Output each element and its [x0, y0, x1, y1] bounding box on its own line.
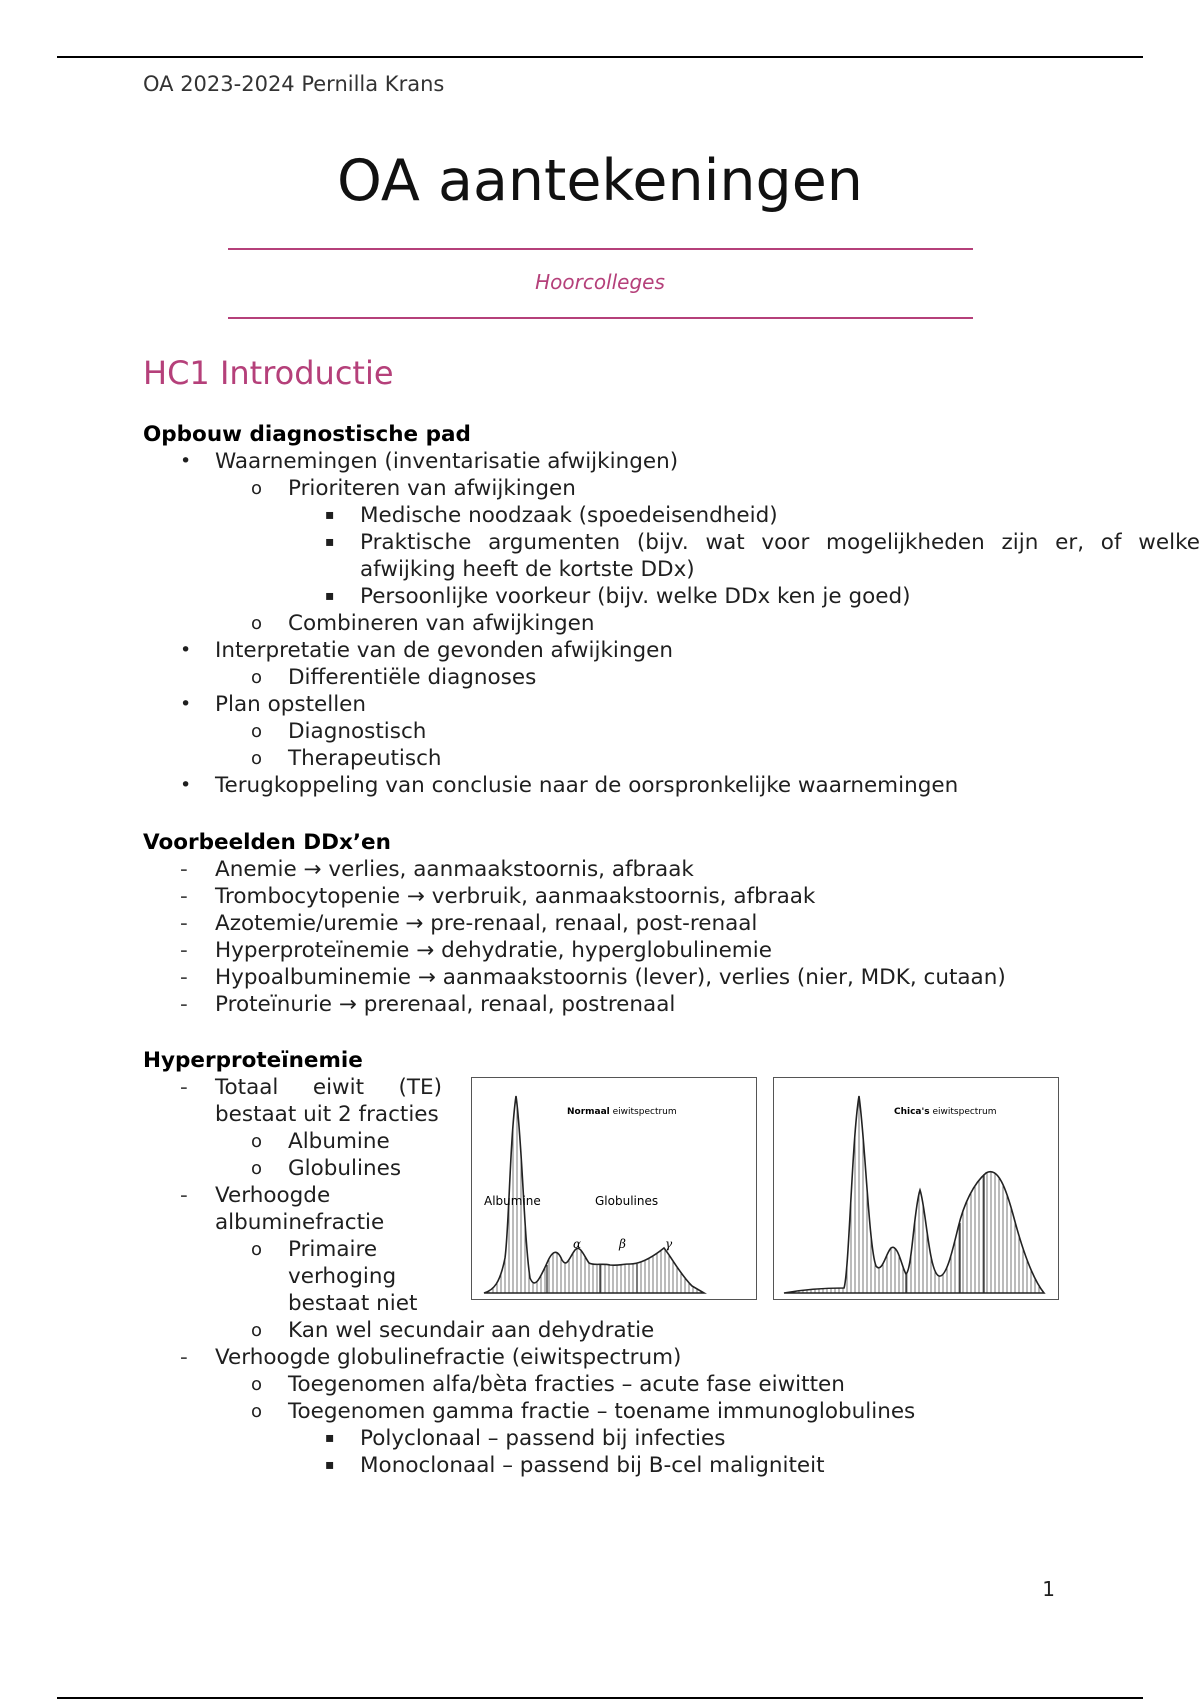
list-item-text: Diagnostisch: [288, 719, 427, 744]
list-marker: ▪: [325, 507, 335, 523]
list-marker: o: [251, 667, 263, 688]
list-item: [143, 718, 1200, 745]
list-item: [143, 772, 1200, 799]
page-number: 1: [1042, 1577, 1055, 1601]
list-item: [143, 502, 1200, 529]
list-item-text: Toegenomen alfa/bèta fracties – acute fase eiwitten: [288, 1372, 845, 1397]
list-marker: -: [180, 1075, 188, 1100]
section-heading: HC1 Introductie: [143, 354, 394, 392]
top-rule: [57, 56, 1143, 58]
list-item-text: Polyclonaal – passend bij infecties: [360, 1426, 726, 1451]
list-item-text: Persoonlijke voorkeur (bijv. welke DDx ken je goed): [360, 584, 911, 609]
list-marker: -: [180, 911, 188, 936]
ddx-heading: Voorbeelden DDx’en: [143, 830, 391, 855]
globulines-label: Globulines: [595, 1194, 659, 1208]
list-item: [143, 1398, 915, 1425]
list-marker: -: [180, 884, 188, 909]
list-marker: o: [251, 1401, 263, 1422]
list-marker: o: [251, 748, 263, 769]
list-marker: •: [180, 693, 192, 715]
list-item-text: Medische noodzaak (spoedeisendheid): [360, 503, 778, 528]
list-item: [143, 1425, 915, 1452]
list-item: [143, 856, 1006, 883]
list-item-text: Combineren van afwijkingen: [288, 611, 595, 636]
document-subtitle: Hoorcolleges: [535, 270, 665, 294]
list-item-text: Verhoogde albuminefractie: [215, 1183, 385, 1235]
list-item: [143, 937, 1006, 964]
list-marker: -: [180, 965, 188, 990]
list-item: [143, 1155, 515, 1182]
list-item: [143, 1236, 515, 1317]
list-item: [143, 910, 1006, 937]
list-item-text: Monoclonaal – passend bij B-cel maligniteit: [360, 1453, 825, 1478]
list-marker: ▪: [325, 534, 335, 550]
list-item-text: Praktische argumenten (bijv. wat voor mogelijkheden zijn er, of welke afwijking heeft de kortste DDx): [360, 530, 1200, 582]
list-item: [143, 745, 1200, 772]
bottom-rule: [57, 1697, 1143, 1699]
list-item-text: Interpretatie van de gevonden afwijkingen: [215, 638, 674, 663]
list-marker: •: [180, 450, 192, 472]
list-item: [143, 883, 1006, 910]
alpha-label: α: [573, 1237, 582, 1251]
list-item-text: Prioriteren van afwijkingen: [288, 476, 576, 501]
list-item: [143, 448, 1200, 475]
list-marker: o: [251, 1239, 263, 1260]
list-item: [143, 637, 1200, 664]
list-item: [143, 1452, 915, 1479]
running-header: OA 2023-2024 Pernilla Krans: [143, 72, 445, 96]
list-item: [143, 691, 1200, 718]
diagnostic-path-heading: Opbouw diagnostische pad: [143, 422, 471, 447]
list-item-text: Kan wel secundair aan dehydratie: [288, 1318, 655, 1343]
list-marker: ▪: [325, 1430, 335, 1446]
list-item: [143, 664, 1200, 691]
chica-figure-title: Chica's eiwitspectrum: [894, 1107, 997, 1117]
list-item: [143, 1074, 515, 1128]
list-item: [143, 1182, 515, 1236]
list-item: [143, 964, 1006, 991]
diagnostic-path-list: [143, 448, 1200, 799]
list-item-text: Proteïnurie → prerenaal, renaal, postrenaal: [215, 992, 676, 1017]
list-item-text: Terugkoppeling van conclusie naar de oorspronkelijke waarnemingen: [215, 773, 959, 798]
list-item: [143, 991, 1006, 1018]
list-marker: ▪: [325, 1457, 335, 1473]
list-item-text: Trombocytopenie → verbruik, aanmaakstoornis, afbraak: [215, 884, 816, 909]
list-marker: o: [251, 478, 263, 499]
chica-protein-spectrum-figure: [773, 1077, 1059, 1300]
list-item-text: Plan opstellen: [215, 692, 367, 717]
list-marker: •: [180, 639, 192, 661]
list-marker: -: [180, 992, 188, 1017]
list-item-text: Totaal eiwit (TE) bestaat uit 2 fracties: [215, 1075, 442, 1127]
list-item: [143, 583, 1200, 610]
list-marker: o: [251, 721, 263, 742]
list-item: [143, 1371, 915, 1398]
list-item: [143, 475, 1200, 502]
list-item: [143, 610, 1200, 637]
hyperproteinemia-narrow-list: [143, 1074, 515, 1317]
list-item: [143, 1317, 915, 1344]
hyperproteinemia-heading: Hyperproteïnemie: [143, 1048, 363, 1073]
list-item: [143, 1344, 915, 1371]
hyperproteinemia-list: [143, 1317, 915, 1479]
list-item-text: Hypoalbuminemie → aanmaakstoornis (lever), verlies (nier, MDK, cutaan): [215, 965, 1006, 990]
list-marker: -: [180, 1345, 188, 1370]
list-item: [143, 529, 1200, 583]
list-item-text: Globulines: [288, 1156, 402, 1181]
ddx-section: [143, 829, 1006, 1018]
beta-label: β: [619, 1237, 626, 1251]
title-divider-bottom: [228, 317, 973, 319]
list-marker: ▪: [325, 588, 335, 604]
ddx-list: [143, 856, 1006, 1018]
albumine-label: Albumine: [484, 1194, 541, 1208]
list-item-text: Azotemie/uremie → pre-renaal, renaal, post-renaal: [215, 911, 758, 936]
diagnostic-path-section: [143, 421, 1200, 799]
list-item-text: Verhoogde globulinefractie (eiwitspectrum): [215, 1345, 682, 1370]
list-marker: o: [251, 1131, 263, 1152]
list-item-text: Anemie → verlies, aanmaakstoornis, afbraak: [215, 857, 694, 882]
list-marker: •: [180, 774, 192, 796]
list-marker: o: [251, 1158, 263, 1179]
list-item-text: Primaire verhoging bestaat niet: [288, 1237, 418, 1316]
list-item-text: Differentiële diagnoses: [288, 665, 537, 690]
normal-protein-spectrum-figure: [471, 1077, 757, 1300]
document-title: OA aantekeningen: [337, 148, 863, 214]
list-item-text: Toegenomen gamma fractie – toename immunoglobulines: [288, 1399, 916, 1424]
list-item-text: Albumine: [288, 1129, 390, 1154]
list-marker: -: [180, 857, 188, 882]
list-marker: -: [180, 938, 188, 963]
list-marker: o: [251, 1320, 263, 1341]
title-divider-top: [228, 248, 973, 250]
gamma-label: γ: [665, 1237, 673, 1251]
normal-figure-title: Normaal eiwitspectrum: [567, 1107, 677, 1117]
list-marker: o: [251, 1374, 263, 1395]
list-item: [143, 1128, 515, 1155]
list-item-text: Waarnemingen (inventarisatie afwijkingen): [215, 449, 679, 474]
list-marker: o: [251, 613, 263, 634]
list-item-text: Hyperproteïnemie → dehydratie, hyperglobulinemie: [215, 938, 772, 963]
list-item-text: Therapeutisch: [288, 746, 442, 771]
list-marker: -: [180, 1183, 188, 1208]
chica-spectrum-curve: [784, 1096, 1044, 1293]
